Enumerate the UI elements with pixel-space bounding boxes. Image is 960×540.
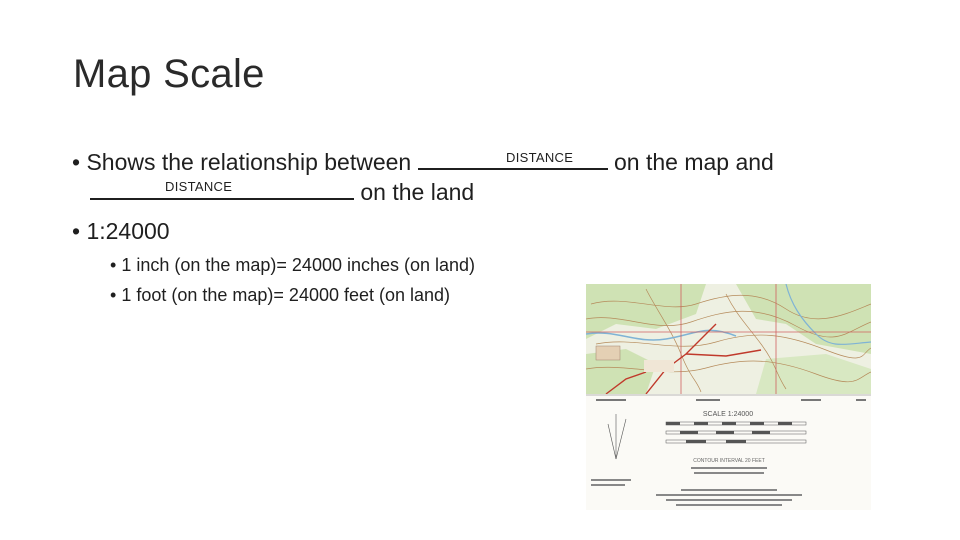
page-title: Map Scale bbox=[73, 52, 265, 96]
park-area bbox=[596, 346, 620, 360]
bullet-ratio bbox=[72, 218, 170, 245]
distance-fill-land: DISTANCE bbox=[165, 179, 233, 194]
sub-bullet-text: 1 foot (on the map)= 24000 feet (on land) bbox=[121, 285, 451, 305]
bullet-marker: • bbox=[72, 149, 81, 175]
contour-interval-label: CONTOUR INTERVAL 20 FEET bbox=[693, 458, 765, 464]
topo-map-svg bbox=[586, 284, 871, 510]
bullet-text-cont: on the map and bbox=[607, 149, 774, 175]
sub-bullet-inch bbox=[110, 255, 475, 276]
sub-bullet-text: 1 inch (on the map)= 24000 inches (on land) bbox=[121, 255, 476, 275]
topographic-map-image bbox=[586, 284, 871, 510]
bullet-text-land: on the land bbox=[354, 179, 475, 205]
bullet-relationship-line2 bbox=[90, 178, 474, 206]
scale-label: SCALE 1:24000 bbox=[702, 411, 754, 418]
sub-bullet-foot bbox=[110, 285, 450, 306]
sub-bullet-marker: • bbox=[110, 255, 117, 275]
bullet-marker: • bbox=[72, 218, 81, 244]
sub-bullet-marker: • bbox=[110, 285, 117, 305]
distance-fill-map: DISTANCE bbox=[506, 150, 574, 165]
ratio-text: 1:24000 bbox=[86, 218, 170, 244]
bullet-relationship bbox=[72, 148, 774, 176]
place-label-box bbox=[644, 360, 674, 372]
bullet-text: Shows the relationship between bbox=[86, 149, 418, 175]
